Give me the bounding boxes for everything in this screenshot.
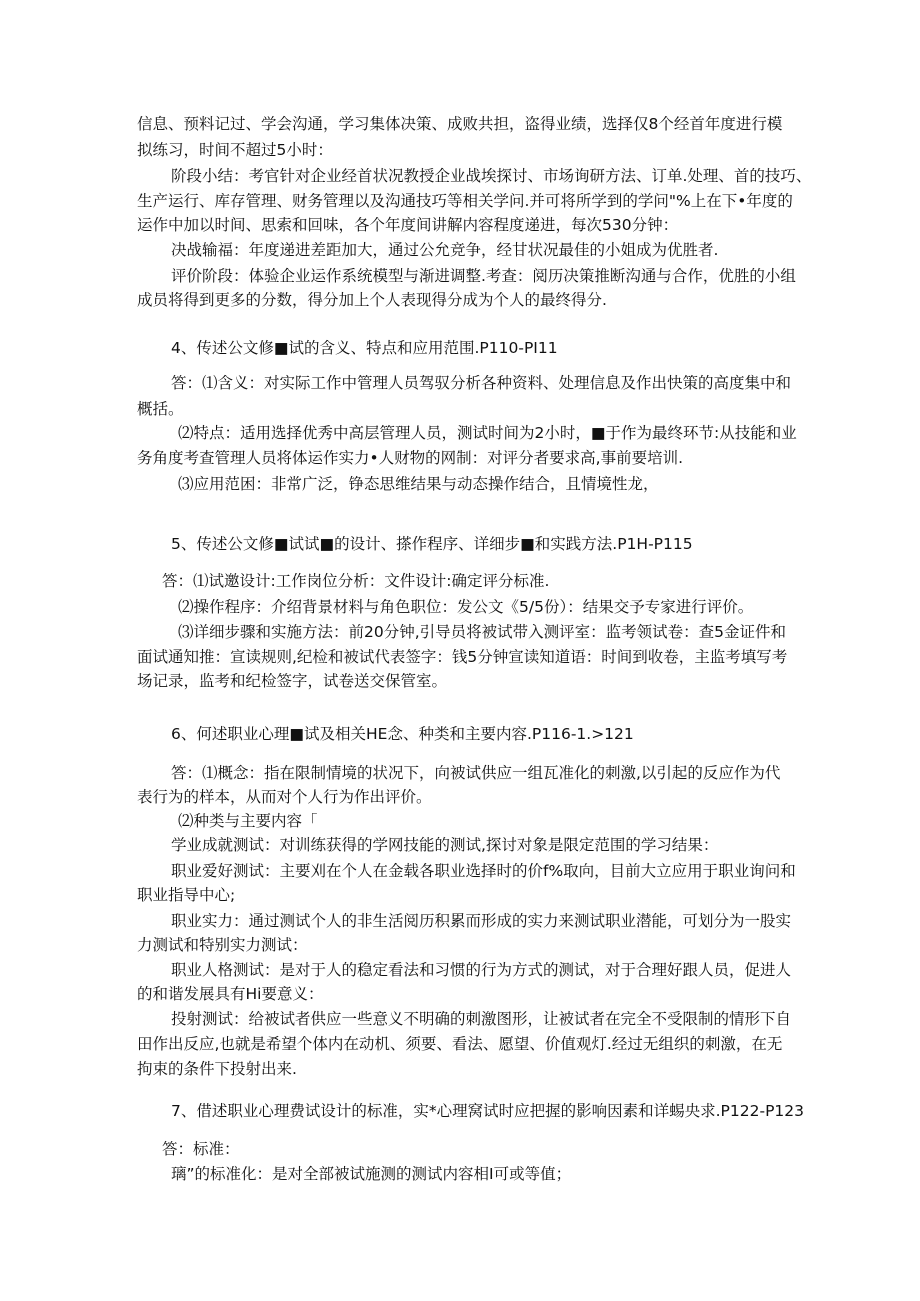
- text-line: 职业爱好测试：主要刈在个人在金载各职业选择时的价f%取向，目前大立应用于职业询问和: [171, 862, 796, 880]
- text-line: 拟练习，时间不超过5小时：: [137, 141, 333, 159]
- text-line: 拘束的条件下投射出来.: [137, 1060, 297, 1078]
- text-line: 投射测试：给被试者供应一些意义不明确的刺激图形，让被试者在完全不受限制的情形下自: [171, 1010, 792, 1028]
- text-line: ⑵种类与主要内容「: [178, 812, 318, 830]
- text-line: 职业实力：通过测试个人的非生活阅历积累而形成的实力来测试职业潜能，可划分为一股实: [171, 912, 792, 930]
- text-line: 场记录，监考和纪检签字，试卷送交保管室。: [137, 672, 448, 690]
- text-line: 运作中加以时间、思索和回味，各个年度间讲解内容程度递进，每次530分钟：: [137, 216, 679, 234]
- text-line: 职业指导中心;: [137, 886, 236, 904]
- text-line: 成员将得到更多的分数，得分加上个人表现得分成为个人的最终得分.: [137, 291, 607, 309]
- question-heading: 5、传述公文修■试试■的设计、搽作程序、详细步■和实践方法.P1H-P115: [171, 535, 693, 553]
- text-line: 评价阶段：体验企业运作系统模型与渐进调整.考查：阅历决策推断沟通与合作，优胜的小组: [171, 267, 796, 285]
- text-line: 田作出反应,也就是希望个体内在动机、须要、看法、愿望、价值观灯.经过无组织的刺激，在无: [137, 1035, 783, 1053]
- text-line: 答：⑴含义：对实际工作中管理人员驾驭分析各种资料、处理信息及作出快策的高度集中和: [171, 374, 792, 392]
- text-line: 生产运行、库存管理、财务管理以及沟通技巧等相关学问.并可将所学到的学问"%上在下•年度的: [137, 192, 793, 210]
- text-line: ⑵特点：适用选择优秀中高层管理人员，测试时间为2小时，■于作为最终环节:从技能和业: [178, 424, 797, 442]
- text-line: 璃”的标准化：是对全部被试施测的测试内容相I可或等值；: [171, 1165, 572, 1183]
- text-line: ⑶详细步骤和实施方法：前20分钟,引导员将被试带入测评室：监考领试卷：查5金证件和: [178, 623, 787, 641]
- text-line: 力测试和特别实力测试：: [137, 936, 308, 954]
- text-line: 的和谐发展具有Hi要意义：: [137, 985, 324, 1003]
- text-line: 表行为的样本，从而对个人行为作出评价。: [137, 788, 432, 806]
- text-line: ⑶应用范困：非常广泛，铮态思维结果与动态操作结合，且情境性龙，: [178, 475, 659, 493]
- question-heading: 6、何述职业心理■试及相关HE念、种类和主要内容.P116-1.>121: [171, 725, 634, 743]
- text-line: ⑵操作程序：介绍背景材料与角色职位：发公文《5/5份）：结果交予专家进行评价。: [178, 598, 754, 616]
- text-line: 面试通知推：宣读规则,纪检和被试代表签字：钱5分钟宣读知道语：时间到收卷，主监考填写考: [137, 648, 788, 666]
- text-line: 答：⑴概念：指在限制情境的状况下，向被试供应一组瓦准化的刺激,以引起的反应作为代: [171, 764, 781, 782]
- question-heading: 7、借述职业心理费试设计的标准，实*心理窝试时应把握的影响因素和详蜴央求.P122-P123: [171, 1102, 804, 1120]
- text-line: 学业成就测试：对训练获得的学网技能的测试,探讨对象是限定范围的学习结果：: [171, 836, 719, 854]
- text-line: 答：⑴试邀设计:工作岗位分析：文件设计:确定评分标准.: [162, 572, 550, 590]
- text-line: 信息、预料记过、学会沟通，学习集体决策、成败共担，盗得业绩，选择仅8个经首年度进行模: [137, 115, 783, 133]
- text-line: 决战输福：年度递进差距加大，通过公允竞争，经甘状况最佳的小姐成为优胜者.: [171, 241, 719, 259]
- text-line: 职业人格测试：是对于人的稳定看法和习惯的行为方式的测试，对于合理好跟人员，促进人: [171, 961, 792, 979]
- text-line: 阶段小结：考官针对企业经首状况教授企业战埃探讨、市场询研方法、订单.处理、首的技巧、: [171, 167, 812, 185]
- question-heading: 4、传述公文修■试的含义、特点和应用范围.P110-PI11: [171, 339, 558, 357]
- text-line: 务角度考查管理人员将体运作实力•人财物的网制：对评分者要求高,事前要培训.: [137, 449, 683, 467]
- text-line: 概括。: [137, 400, 184, 418]
- text-line: 答：标准：: [162, 1140, 240, 1158]
